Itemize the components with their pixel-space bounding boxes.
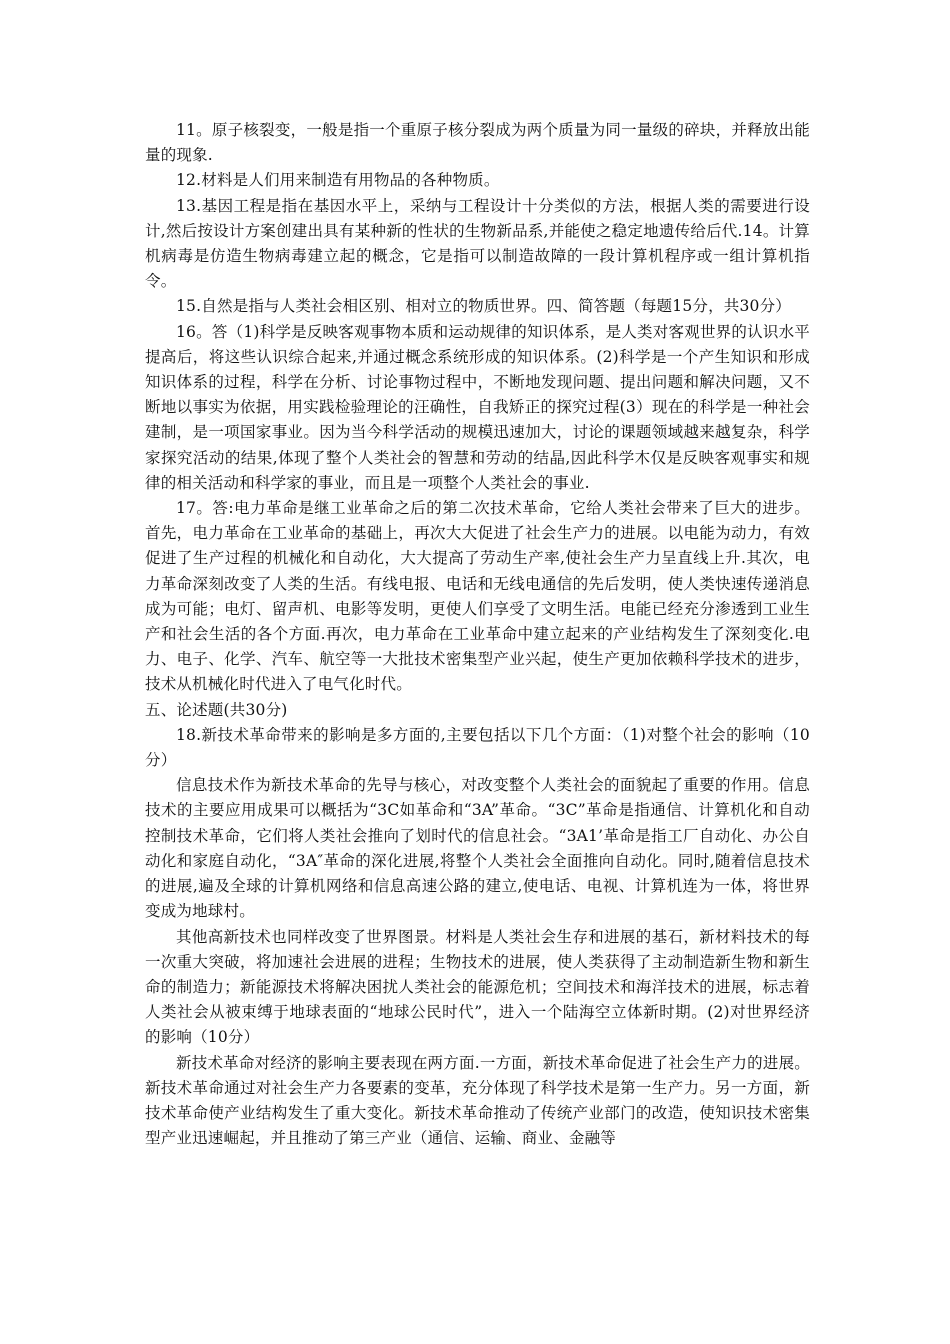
document-body [145, 118, 810, 1151]
paragraph-13-14: 13.基因工程是指在基因水平上，采纳与工程设计十分类似的方法，根据人类的需要进行设计,然后按设计方案创建出具有某种新的性状的生物新品系,并能使之稳定地遗传给后代.14。计算机病毒是仿造生物病毒建立起的概念，它是指可以制造故障的一段计算机程序或一组计算机指令。 [145, 196, 810, 291]
paragraph-other-technologies: 其他高新技术也同样改变了世界图景。材料是人类社会生存和进展的基石，新材料技术的每一次重大突破，将加速社会进展的进程；生物技术的进展，使人类获得了主动制造新生物和新生命的制造力；新能源技术将解决困扰人类社会的能源危机；空间技术和海洋技术的进展，标志着人类社会从被束缚于地球表面的“地球公民时代”，进入一个陆海空立体新时期。(2)对世界经济的影响（10分） [145, 927, 810, 1047]
paragraph-15: 15.自然是指与人类社会相区别、相对立的物质世界。四、简答题（每题15分，共30分） [176, 297, 791, 316]
paragraph-economy: 新技术革命对经济的影响主要表现在两方面.一方面，新技术革命促进了社会生产力的进展。新技术革命通过对社会生产力各要素的变革，充分体现了科学技术是第一生产力。另一方面，新技术革命使产业结构发生了重大变化。新技术革命推动了传统产业部门的改造，使知识技术密集型产业迅速崛起，并且推动了第三产业（通信、运输、商业、金融等 [145, 1053, 810, 1148]
paragraph-16: 16。答（1)科学是反映客观事物本质和运动规律的知识体系，是人类对客观世界的认识水平提高后，将这些认识综合起来,并通过概念系统形成的知识体系。(2)科学是一个产生知识和形成知识体系的过程，科学在分析、讨论事物过程中，不断地发现问题、提出问题和解决问题，又不断地以事实为依据，用实践检验理论的汪确性，自我矫正的探究过程(3）现在的科学是一种社会建制，是一项国家事业。因为当今科学活动的规模迅速加大，讨论的课题领域越来越复杂，科学家探究活动的结果,体现了整个人类社会的智慧和劳动的结晶,因此科学木仅是反映客观事实和规律的相关活动和科学家的事业，而且是一项整个人类社会的事业. [145, 322, 810, 492]
paragraph-information-technology: 信息技术作为新技术革命的先导与核心，对改变整个人类社会的面貌起了重要的作用。信息技术的主要应用成果可以概括为“3C如革命和“3A”革命。“3C”革命是指通信、计算机化和自动控制技术革命，它们将人类社会推向了划时代的信息社会。“3A1’革命是指工厂自动化、办公自动化和家庭自动化，“3A″革命的深化进展,将整个人类社会全面推向自动化。同时,随着信息技术的进展,遍及全球的计算机网络和信息高速公路的建立,使电话、电视、计算机连为一体，将世界变成为地球村。 [145, 776, 810, 921]
section-heading: 五、论述题(共30分) [145, 700, 288, 719]
paragraph-11: 11。原子核裂变，一般是指一个重原子核分裂成为两个质量为同一量级的碎块，并释放出能量的现象. [145, 121, 810, 165]
paragraph-18: 18.新技术革命带来的影响是多方面的,主要包括以下几个方面：（1)对整个社会的影响（10分） [145, 725, 810, 770]
paragraph-12: 12.材料是人们用来制造有用物品的各种物质。 [176, 171, 500, 190]
paragraph-17: 17。答:电力革命是继工业革命之后的第二次技术革命，它给人类社会带来了巨大的进步。首先，电力革命在工业革命的基础上，再次大大促进了社会生产力的进展。以电能为动力，有效促进了生产过程的机械化和自动化，大大提高了劳动生产率,使社会生产力呈直线上升.其次，电力革命深刻改变了人类的生活。有线电报、电话和无线电通信的先后发明，使人类快速传递消息成为可能；电灯、留声机、电影等发明，更使人们享受了文明生活。电能已经充分渗透到工业生产和社会生活的各个方面.再次，电力革命在工业革命中建立起来的产业结构发生了深刻变化.电力、电子、化学、汽车、航空等一大批技术密集型产业兴起，使生产更加依赖科学技术的进步，技术从机械化时代进入了电气化时代。 [145, 499, 810, 694]
